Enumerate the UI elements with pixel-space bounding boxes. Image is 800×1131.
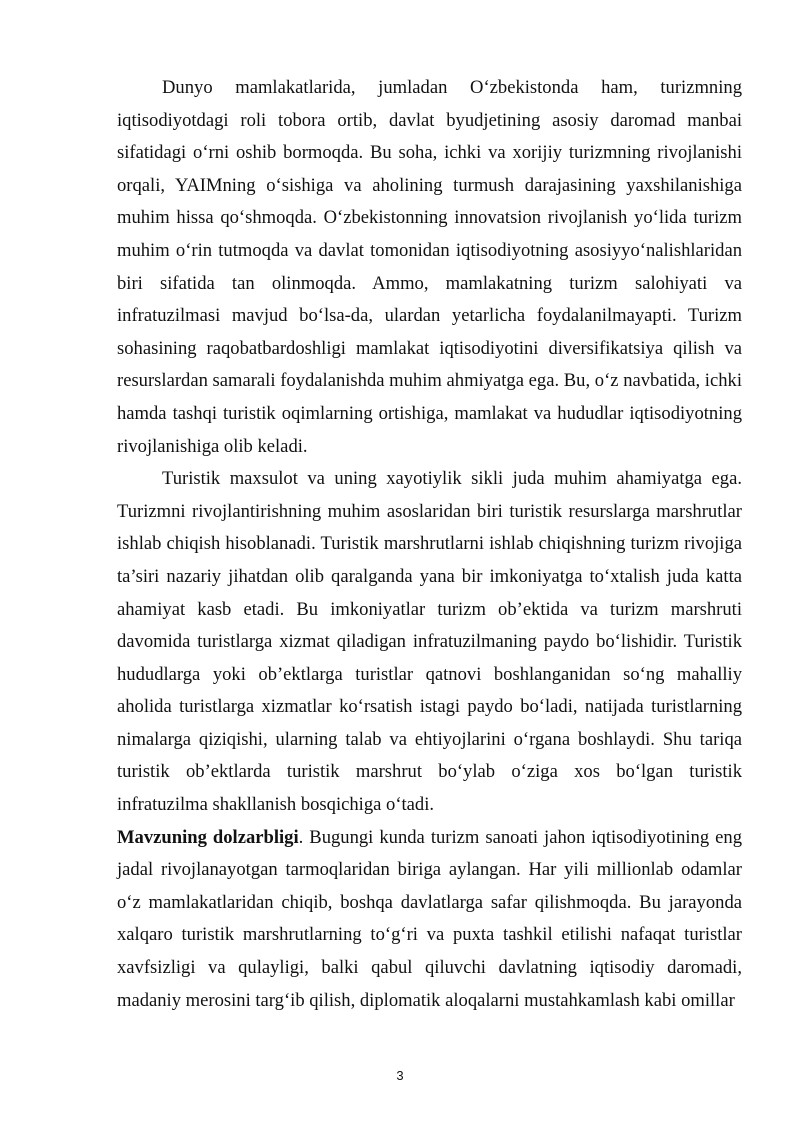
paragraph-tourist-product: Turistik maxsulot va uning xayotiylik sikli juda muhim ahamiyatga ega. Turizmni rivojlantirishning muhim asoslaridan biri turistik resurslarga marshrutlar ishlab chiqish hisoblanadi. Turistik marshrutlarni ishlab chiqishning turizm rivojiga ta’siri nazariy jihatdan olib qaralganda yana bir imkoniyatga to‘xtalish juda katta ahamiyat kasb etadi. Bu imkoniyatlar turizm ob’ektida va turizm marshruti davomida turistlarga xizmat qiladigan infratuzilmaning paydo bo‘lishidir. Turistik hududlarga yoki ob’ektlarga turistlar qatnovi boshlanganidan so‘ng mahalliy aholida turistlarga xizmatlar ko‘rsatish istagi paydo bo‘ladi, natijada turistlarning nimalarga qiziqishi, ularning talab va ehtiyojlarini o‘rgana boshlaydi. Shu tariqa turistik ob’ektlarda turistik marshrut bo‘ylab o‘ziga xos bo‘lgan turistik infratuzilma shakllanish bosqichiga o‘tadi. <box>117 468 742 816</box>
page-number: 3 <box>396 1068 404 1083</box>
relevance-text: . Bugungi kunda turizm sanoati jahon iqtisodiyotining eng jadal rivojlanayotgan tarmoqlaridan biriga aylangan. Har yili millionlab odamlar o‘z mamlakatlaridan chiqib, boshqa davlatlarga safar qilishmoqda. Bu jarayonda xalqaro turistik marshrutlarning to‘g‘ri va puxta tashkil etilishi nafaqat turistlar xavfsizligi va qulayligi, balki qabul qiluvchi davlatning iqtisodiy daromadi, madaniy merosini targ‘ib qilish, diplomatik aloqalarni mustahkamlash kabi omillar <box>117 826 742 1011</box>
paragraph-relevance <box>117 822 742 1018</box>
document-page <box>117 72 742 1017</box>
paragraph-tourism-economy: Dunyo mamlakatlarida, jumladan O‘zbekistonda ham, turizmning iqtisodiyotdagi roli tobora ortib, davlat byudjetining asosiy daromad manbai sifatidagi o‘rni oshib bormoqda. Bu soha, ichki va xorijiy turizmning rivojlanishi orqali, YAIMning o‘sishiga va aholining turmush darajasining yaxshilanishiga muhim hissa qo‘shmoqda. O‘zbekistonning innovatsion rivojlanish yo‘lida turizm muhim o‘rin tutmoqda va davlat tomonidan iqtisodiyotning asosiyyo‘nalishlaridan biri sifatida tan olinmoqda. Ammo, mamlakatning turizm salohiyati va infratuzilmasi mavjud bo‘lsa-da, ulardan yetarlicha foydalanilmayapti. Turizm sohasining raqobatbardoshligi mamlakat iqtisodiyotini diversifikatsiya qilish va resurslardan samarali foydalanishda muhim ahmiyatga ega. Bu, o‘z navbatida, ichki hamda tashqi turistik oqimlarning ortishiga, mamlakat va hududlar iqtisodiyotning rivojlanishiga olib keladi. <box>117 77 742 457</box>
relevance-heading: Mavzuning dolzarbligi <box>117 826 299 848</box>
